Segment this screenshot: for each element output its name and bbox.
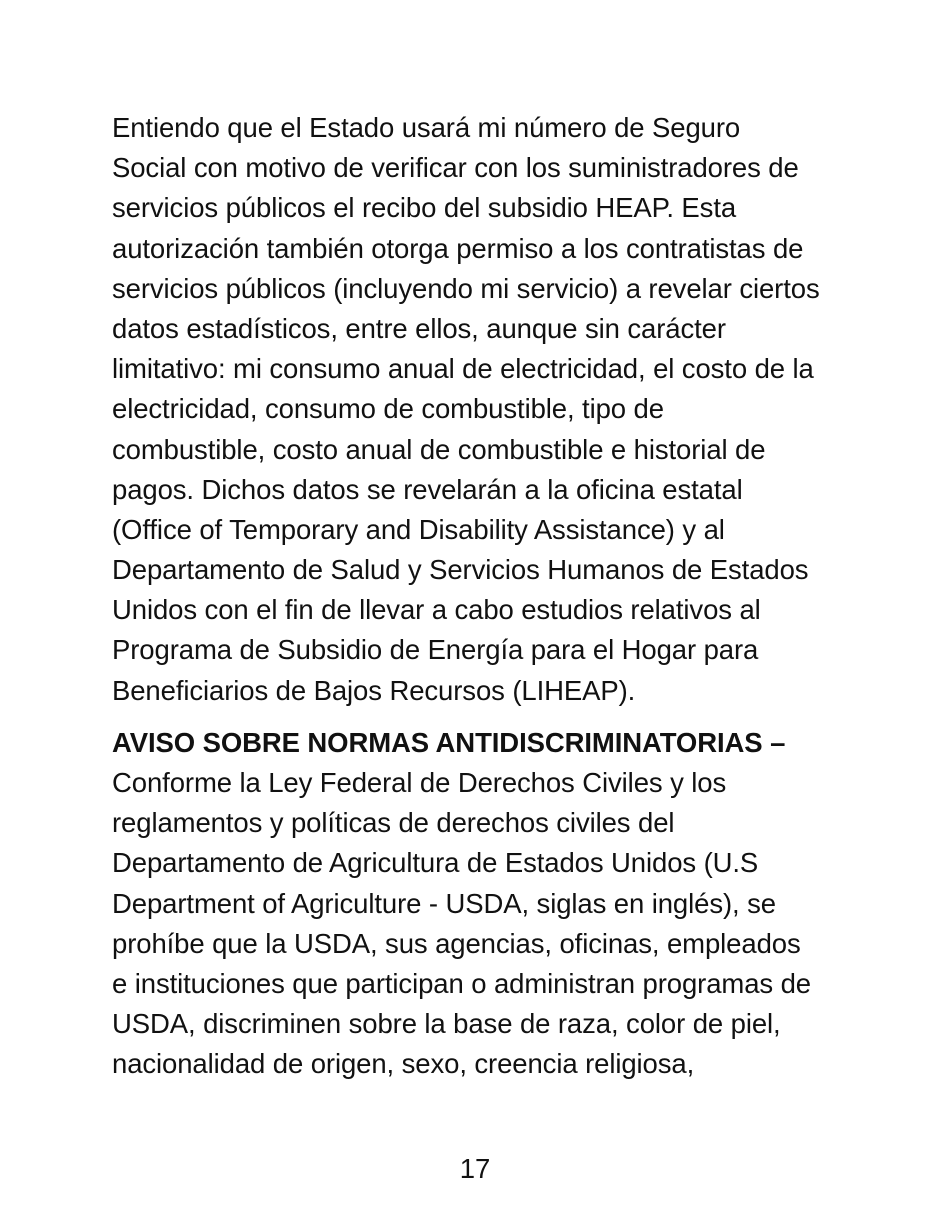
text-line: limitativo: mi consumo anual de electricidad, el costo de la: [112, 353, 814, 385]
text-line: Beneficiarios de Bajos Recursos (LIHEAP).: [112, 674, 636, 706]
document-page-body: [112, 108, 852, 1085]
page-number: 17: [459, 1153, 491, 1184]
text-line: e instituciones que participan o administran programas de: [112, 967, 812, 999]
text-line: Programa de Subsidio de Energía para el Hogar para: [112, 634, 759, 666]
paragraph-spacer: [112, 711, 852, 723]
text-line: combustible, costo anual de combustible e historial de: [112, 433, 766, 465]
text-line: servicios públicos (incluyendo mi servicio) a revelar ciertos: [112, 272, 820, 304]
text-line: reglamentos y políticas de derechos civiles del: [112, 807, 675, 839]
text-line: nacionalidad de origen, sexo, creencia religiosa,: [112, 1048, 695, 1080]
text-line: Unidos con el fin de llevar a cabo estudios relativos al: [112, 594, 761, 626]
paragraph-nondiscrimination-notice: [112, 723, 852, 1085]
text-line: Entiendo que el Estado usará mi número de Seguro: [112, 112, 741, 143]
text-line: servicios públicos el recibo del subsidio HEAP. Esta: [112, 192, 737, 224]
text-line: Department of Agriculture - USDA, siglas en inglés), se: [112, 887, 776, 919]
text-line: pagos. Dichos datos se revelarán a la oficina estatal: [112, 473, 743, 505]
text-line: prohíbe que la USDA, sus agencias, oficinas, empleados: [112, 927, 801, 959]
text-line: USDA, discriminen sobre la base de raza, color de piel,: [112, 1008, 781, 1040]
text-line: datos estadísticos, entre ellos, aunque sin carácter: [112, 312, 726, 344]
text-line: (Office of Temporary and Disability Assistance) y al: [112, 513, 725, 545]
text-line: autorización también otorga permiso a los contratistas de: [112, 232, 804, 264]
text-line: Departamento de Salud y Servicios Humanos de Estados: [112, 554, 809, 586]
text-line: Conforme la Ley Federal de Derechos Civiles y los: [112, 767, 727, 798]
text-line: electricidad, consumo de combustible, tipo de: [112, 393, 664, 425]
paragraph-heap-authorization: [112, 108, 852, 711]
text-line: Social con motivo de verificar con los suministradores de: [112, 152, 799, 184]
notice-heading: AVISO SOBRE NORMAS ANTIDISCRIMINATORIAS –: [112, 726, 786, 758]
text-line: Departamento de Agricultura de Estados Unidos (U.S: [112, 847, 759, 879]
